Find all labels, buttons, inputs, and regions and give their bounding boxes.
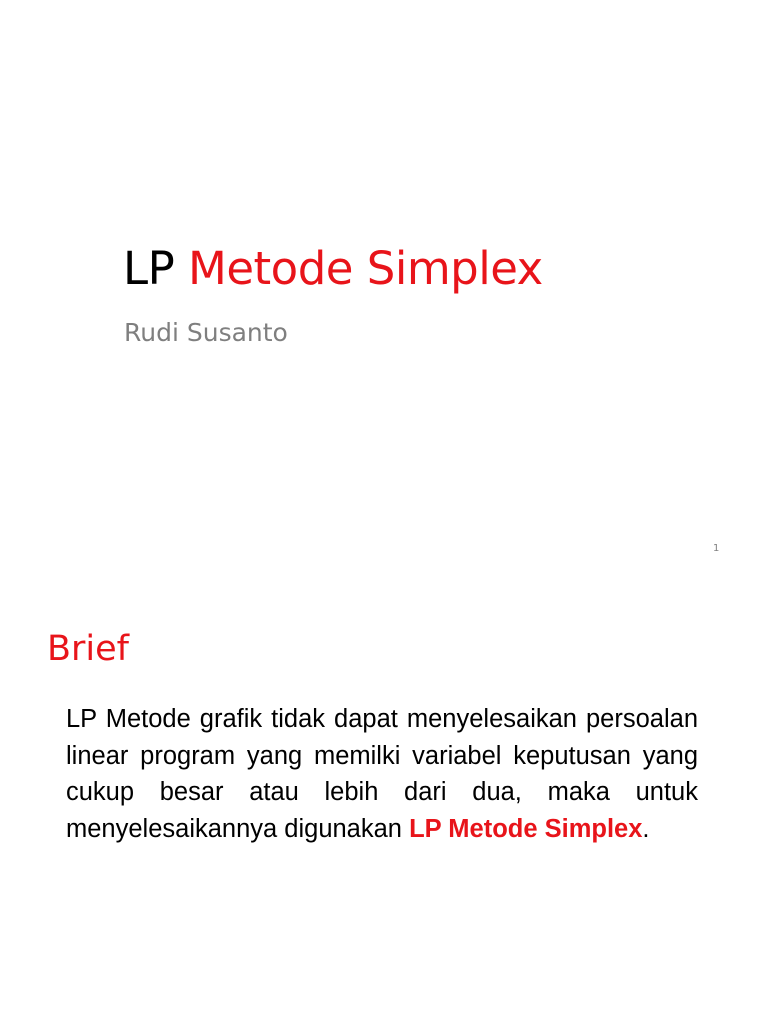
- brief-slide: [0, 576, 768, 1024]
- author-name: Rudi Susanto: [124, 318, 288, 347]
- paragraph-highlight: LP Metode Simplex: [409, 814, 643, 843]
- page-number: 1: [713, 543, 720, 554]
- slide-title: [123, 238, 543, 300]
- brief-paragraph: [66, 701, 698, 847]
- paragraph-end: .: [642, 814, 650, 843]
- title-prefix: LP: [123, 242, 189, 295]
- section-heading: Brief: [47, 629, 129, 669]
- title-accent: Metode Simplex: [188, 242, 543, 295]
- paragraph-text: LP Metode grafik tidak dapat menyelesaikan persoalan linear program yang memilki variabel keputusan yang cukup besar atau lebih dari dua, maka untuk menyelesaikannya digunakan: [66, 705, 698, 843]
